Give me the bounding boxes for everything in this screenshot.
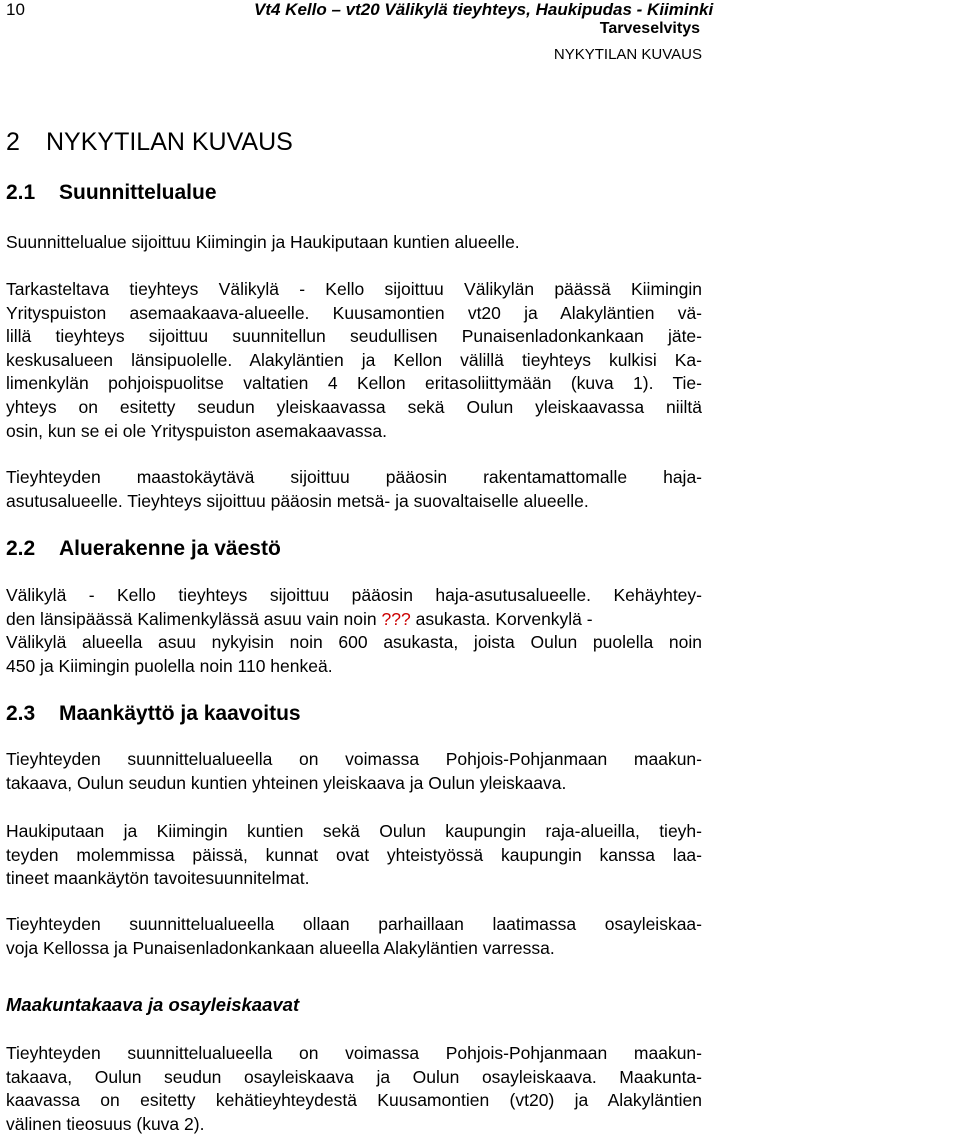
section-title: Aluerakenne ja väestö — [59, 537, 281, 560]
header-section: NYKYTILAN KUVAUS — [553, 46, 702, 63]
paragraph — [6, 584, 702, 678]
text-line: Välikylä - Kello tieyhteys sijoittuu pääosin haja-asutusalueelle. Kehäyhtey- — [6, 585, 702, 605]
text-line: osin, kun se ei ole Yrityspuiston asemakaavassa. — [6, 420, 387, 441]
text-line: takaava, Oulun seudun kuntien yhteinen yleiskaava ja Oulun yleiskaava. — [6, 772, 567, 793]
text-line: Tieyhteyden suunnittelualueella on voimassa Pohjois-Pohjanmaan maakun- — [6, 749, 702, 769]
text-line: lillä tieyhteys sijoittuu suunnitellun seudullisen Punaisenladonkankaan jäte- — [6, 326, 702, 347]
paragraph — [6, 466, 702, 513]
text-line: Tieyhteyden suunnittelualueella ollaan parhaillaan laatimassa osayleiskaa- — [6, 914, 702, 934]
text-line: limenkylän pohjoispuolitse valtatien 4 Kellon eritasoliittymään (kuva 1). Tie- — [6, 373, 702, 394]
section-heading — [6, 181, 217, 205]
paragraph — [6, 278, 702, 443]
text-line: välinen tieosuus (kuva 2). — [6, 1113, 205, 1134]
paragraph — [6, 1042, 702, 1136]
text-line: kaavassa on esitetty kehätieyhteydestä Kuusamontien (vt20) ja Alakyläntien — [6, 1090, 702, 1111]
text-line: tineet maankäytön tavoitesuunnitelmat. — [6, 868, 310, 889]
header-subtitle: Tarveselvitys — [599, 20, 700, 37]
text-line: Tieyhteyden suunnittelualueella on voimassa Pohjois-Pohjanmaan maakun- — [6, 1043, 702, 1063]
text-line: Haukiputaan ja Kiimingin kuntien sekä Oulun kaupungin raja-alueilla, tieyh- — [6, 821, 702, 841]
text-line: Välikylä alueella asuu nykyisin noin 600 asukasta, joista Oulun puolella noin — [6, 632, 702, 653]
text-segment: den länsipäässä Kalimenkylässä asuu vain noin — [6, 608, 382, 629]
section-title: Maankäyttö ja kaavoitus — [59, 702, 301, 725]
text-line: yhteys on esitetty seudun yleiskaavassa sekä Oulun yleiskaavassa niiltä — [6, 396, 702, 417]
text-line: asutusalueelle. Tieyhteys sijoittuu pääosin metsä- ja suovaltaiselle alueelle. — [6, 490, 589, 511]
text-line: keskusalueen länsipuolelle. Alakyläntien ja Kellon välillä tieyhteys kulkisi Ka- — [6, 349, 702, 370]
placeholder-count: ??? — [381, 608, 411, 629]
text-segment: asukasta. Korvenkylä - — [410, 608, 593, 629]
chapter-title: NYKYTILAN KUVAUS — [46, 128, 293, 156]
text-line: Tarkasteltava tieyhteys Välikylä - Kello sijoittuu Välikylän päässä Kiimingin — [6, 279, 702, 299]
page-number: 10 — [6, 0, 25, 19]
text-line: takaava, Oulun seudun osayleiskaava ja Oulun osayleiskaava. Maakunta- — [6, 1066, 702, 1087]
paragraph — [6, 748, 702, 795]
paragraph — [6, 231, 702, 255]
paragraph — [6, 820, 702, 891]
text-line: Yrityspuiston asemaakaava-alueelle. Kuusamontien vt20 ja Alakyläntien vä- — [6, 302, 702, 323]
running-header — [254, 0, 714, 19]
chapter-heading — [6, 128, 293, 157]
section-number: 2.3 — [6, 702, 36, 725]
subsection-heading: Maakuntakaava ja osayleiskaavat — [6, 994, 300, 1015]
text-line: Suunnittelualue sijoittuu Kiimingin ja Haukiputaan kuntien alueelle. — [6, 232, 520, 252]
header-title: Vt4 Kello – vt20 Välikylä tieyhteys, Haukipudas - Kiiminki — [254, 0, 714, 19]
section-heading — [6, 702, 301, 726]
text-line: teyden molemmissa päissä, kunnat ovat yhteistyössä kaupungin kanssa laa- — [6, 844, 702, 865]
text-line: voja Kellossa ja Punaisenladonkankaan alueella Alakyläntien varressa. — [6, 937, 555, 958]
text-line — [6, 608, 702, 632]
section-number: 2.2 — [6, 537, 36, 560]
section-number: 2.1 — [6, 181, 36, 204]
paragraph — [6, 913, 702, 960]
section-title: Suunnittelualue — [59, 181, 217, 204]
chapter-number: 2 — [6, 128, 20, 156]
text-line: 450 ja Kiimingin puolella noin 110 henkeä. — [6, 655, 333, 676]
text-line: Tieyhteyden maastokäytävä sijoittuu pääosin rakentamattomalle haja- — [6, 467, 702, 487]
section-heading — [6, 537, 281, 561]
